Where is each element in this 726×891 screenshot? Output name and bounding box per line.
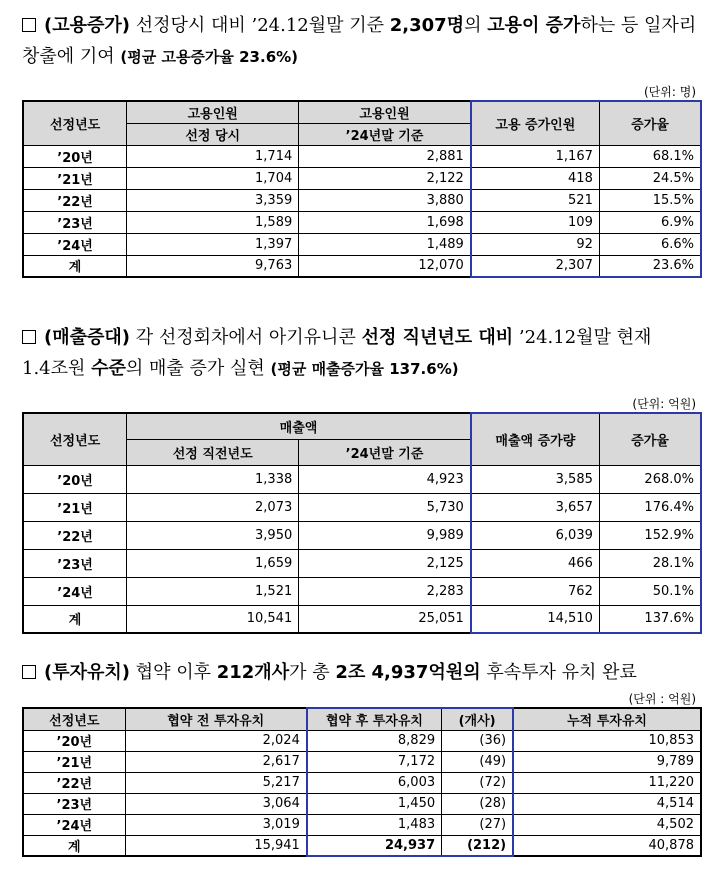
header-year: 선정년도 [23,413,127,465]
table-row [23,772,701,793]
employment-heading-strong-a: 2,307명 [389,15,465,36]
header-count: (개사) [442,708,513,730]
table-row [23,211,701,233]
table-row [23,233,701,255]
investment-heading-strong-a: 212개사 [216,662,290,683]
sales-heading-strong-a: 선정 직년년도 대비 [361,327,514,348]
cell-a: 1,338 [127,465,299,493]
cell-d: 9,789 [513,751,701,772]
cell-year: ’23년 [23,211,127,233]
investment-heading [22,657,702,688]
table-total-row [23,605,701,633]
cell-c: (212) [442,835,513,856]
cell-year: ’23년 [23,793,125,814]
table-row [23,793,701,814]
table-row [23,577,701,605]
cell-b: 1,698 [299,211,471,233]
cell-d: 24.5% [599,167,701,189]
cell-b: 2,881 [299,145,471,167]
table-row [23,167,701,189]
cell-a: 1,714 [127,145,299,167]
cell-a: 3,064 [125,793,307,814]
cell-b: 1,489 [299,233,471,255]
cell-year: ’20년 [23,145,127,167]
cell-year: ’22년 [23,189,127,211]
cell-d: 152.9% [599,521,701,549]
cell-d: 28.1% [599,549,701,577]
cell-a: 1,704 [127,167,299,189]
employment-heading-text-a: 선정당시 대비 ’24.12월말 기준 [130,15,390,36]
cell-a: 3,019 [125,814,307,835]
employment-heading-strong-b: 고용이 증가 [487,15,581,36]
cell-d: 6.9% [599,211,701,233]
header-rate: 증가율 [599,101,701,145]
cell-year: ’24년 [23,577,127,605]
cell-a: 9,763 [127,255,299,277]
investment-heading-text-a: 협약 이후 [130,662,217,683]
cell-b: 12,070 [299,255,471,277]
cell-year: 계 [23,605,127,633]
cell-c: (36) [442,730,513,751]
cell-d: 4,502 [513,814,701,835]
cell-c: (28) [442,793,513,814]
cell-d: 40,878 [513,835,701,856]
cell-b: 1,483 [307,814,442,835]
cell-d: 11,220 [513,772,701,793]
cell-year: 계 [23,835,125,856]
cell-b: 6,003 [307,772,442,793]
cell-c: 2,307 [471,255,600,277]
employment-heading-prefix: (고용증가) [44,15,131,36]
sales-heading-sub: (평균 매출증가율 137.6%) [270,360,459,378]
cell-d: 68.1% [599,145,701,167]
cell-c: 14,510 [471,605,600,633]
cell-b: 9,989 [299,521,471,549]
cell-year: ’20년 [23,730,125,751]
table-row [23,730,701,751]
cell-b: 2,125 [299,549,471,577]
cell-c: 762 [471,577,600,605]
cell-a: 1,397 [127,233,299,255]
table-total-row [23,255,701,277]
cell-d: 137.6% [599,605,701,633]
cell-c: 521 [471,189,600,211]
cell-b: 3,880 [299,189,471,211]
sales-table [22,412,702,634]
investment-heading-text-b: 가 총 [289,662,336,683]
cell-year: ’24년 [23,814,125,835]
investment-heading-prefix: (투자유치) [44,662,131,683]
sales-heading-text-b: ’24.12월말 현재 1.4조원 [22,327,652,379]
investment-heading-strong-b: 2조 4,937억원의 [335,662,481,683]
cell-b: 25,051 [299,605,471,633]
sales-heading-text-c: 의 매출 증가 실현 [125,358,271,379]
cell-c: 92 [471,233,600,255]
sales-heading-prefix: (매출증대) [44,327,131,348]
investment-table [22,707,702,857]
cell-year: ’21년 [23,493,127,521]
cell-c: 466 [471,549,600,577]
sales-heading-text-a: 각 선정회차에서 아기유니콘 [130,327,362,348]
table-total-row [23,835,701,856]
table-row [23,465,701,493]
cell-c: (49) [442,751,513,772]
header-emp-group-a: 고용인원 [127,101,299,123]
header-rate: 증가율 [599,413,701,465]
cell-a: 3,359 [127,189,299,211]
cell-a: 10,541 [127,605,299,633]
cell-a: 1,521 [127,577,299,605]
cell-d: 268.0% [599,465,701,493]
cell-a: 2,617 [125,751,307,772]
employment-heading [22,10,702,73]
cell-d: 10,853 [513,730,701,751]
cell-d: 4,514 [513,793,701,814]
cell-a: 3,950 [127,521,299,549]
table-row [23,189,701,211]
header-increase: 매출액 증가량 [471,413,600,465]
cell-c: 109 [471,211,600,233]
cell-a: 15,941 [125,835,307,856]
section-employment [22,10,702,278]
investment-heading-text-c: 후속투자 유치 완료 [480,662,637,683]
cell-year: ’24년 [23,233,127,255]
cell-year: ’20년 [23,465,127,493]
employment-table [22,100,702,278]
cell-b: 2,283 [299,577,471,605]
cell-c: 418 [471,167,600,189]
cell-d: 23.6% [599,255,701,277]
cell-d: 6.6% [599,233,701,255]
cell-b: 1,450 [307,793,442,814]
header-emp-at-selection: 선정 당시 [127,123,299,145]
cell-d: 50.1% [599,577,701,605]
cell-b: 5,730 [299,493,471,521]
header-cumulative: 누적 투자유치 [513,708,701,730]
cell-b: 7,172 [307,751,442,772]
cell-c: 6,039 [471,521,600,549]
cell-d: 176.4% [599,493,701,521]
cell-c: (72) [442,772,513,793]
header-after: 협약 후 투자유치 [307,708,442,730]
cell-year: ’22년 [23,521,127,549]
header-before: 선정 직전년도 [127,439,299,465]
header-increase: 고용 증가인원 [471,101,600,145]
sales-heading-strong-b: 수준 [91,358,126,379]
cell-year: ’21년 [23,751,125,772]
cell-c: 3,657 [471,493,600,521]
employment-heading-sub: (평균 고용증가율 23.6%) [120,48,299,66]
checkbox-square-icon [22,330,36,344]
cell-b: 8,829 [307,730,442,751]
employment-heading-text-c: 하는 등 일자리 창출에 기여 [22,15,697,67]
investment-unit: (단위 : 억원) [628,692,696,706]
sales-unit: (단위: 억원) [632,397,696,411]
checkbox-square-icon [22,18,36,32]
cell-c: (27) [442,814,513,835]
sales-heading [22,322,702,385]
table-row [23,549,701,577]
header-emp-group-b: 고용인원 [299,101,471,123]
table-row [23,751,701,772]
cell-a: 2,024 [125,730,307,751]
section-investment [22,657,702,857]
table-row [23,145,701,167]
table-row [23,814,701,835]
header-year: 선정년도 [23,708,125,730]
employment-unit: (단위: 명) [644,85,696,99]
cell-b: 24,937 [307,835,442,856]
cell-d: 15.5% [599,189,701,211]
checkbox-square-icon [22,665,36,679]
header-before: 협약 전 투자유치 [125,708,307,730]
header-end-2024: ’24년말 기준 [299,439,471,465]
header-sales: 매출액 [127,413,471,439]
cell-a: 1,659 [127,549,299,577]
table-row [23,493,701,521]
header-emp-end-2024: ’24년말 기준 [299,123,471,145]
cell-a: 2,073 [127,493,299,521]
section-sales [22,322,702,634]
cell-b: 2,122 [299,167,471,189]
cell-year: 계 [23,255,127,277]
cell-c: 3,585 [471,465,600,493]
cell-c: 1,167 [471,145,600,167]
table-row [23,521,701,549]
cell-year: ’22년 [23,772,125,793]
employment-heading-text-b: 의 [464,15,488,36]
cell-a: 1,589 [127,211,299,233]
cell-year: ’23년 [23,549,127,577]
cell-year: ’21년 [23,167,127,189]
header-year: 선정년도 [23,101,127,145]
cell-b: 4,923 [299,465,471,493]
cell-a: 5,217 [125,772,307,793]
